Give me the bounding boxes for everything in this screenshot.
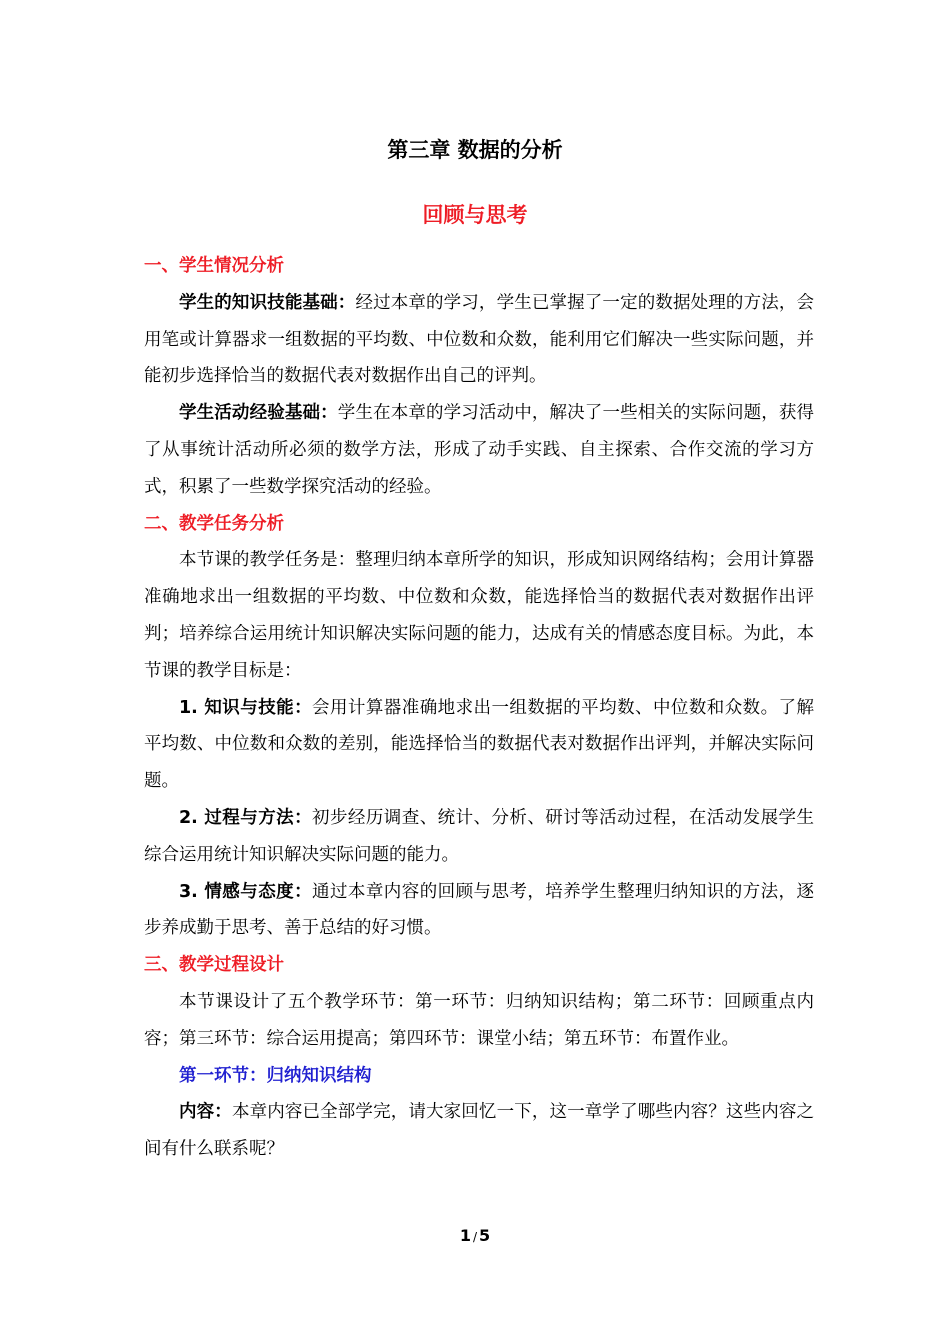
goal-text: 初步经历调查、统计、分析、研讨等活动过程，在活动发展学生综合运用统计知识解决实际问题的能力。: [144, 807, 815, 865]
paragraph-process-intro: 本节课设计了五个教学环节：第一环节：归纳知识结构；第二环节：回顾重点内容；第三环节：综合运用提高；第四环节：课堂小结；第五环节：布置作业。: [144, 991, 814, 1049]
page-number: [0, 1226, 950, 1245]
step-heading-first: 第一环节：归纳知识结构: [179, 1065, 372, 1086]
paragraph-knowledge-basis: [144, 285, 814, 395]
goal-label: 3. 情感与态度：: [179, 881, 313, 902]
total-pages: 5: [479, 1226, 491, 1245]
current-page: 1: [459, 1226, 471, 1245]
page-separator: /: [472, 1230, 478, 1244]
paragraph-text: 经过本章的学习，学生已掌握了一定的数据处理的方法，会用笔或计算器求一组数据的平均数、中位数和众数，能利用它们解决一些实际问题，并能初步选择恰当的数据代表对数据作出自己的评判。: [144, 292, 815, 387]
goal-text: 通过本章内容的回顾与思考，培养学生整理归纳知识的方法，逐步养成勤于思考、善于总结的好习惯。: [144, 881, 815, 939]
section-heading-process-design: 三、教学过程设计: [144, 955, 284, 976]
chapter-title: 第三章 数据的分析: [387, 138, 563, 162]
paragraph-step-content: [144, 1094, 814, 1168]
goal-knowledge-skills: [144, 690, 814, 800]
paragraph-task-intro: 本节课的教学任务是：整理归纳本章所学的知识，形成知识网络结构；会用计算器准确地求出一组数据的平均数、中位数和众数，能选择恰当的数据代表对数据作出评判；培养综合运用统计知识解决实际问题的能力，达成有关的情感态度目标。为此，本节课的教学目标是：: [144, 550, 814, 681]
content-text: 本章内容已全部学完，请大家回忆一下，这一章学了哪些内容？这些内容之间有什么联系呢？: [144, 1102, 815, 1160]
paragraph-activity-basis: [144, 395, 814, 505]
goal-label: 1. 知识与技能：: [179, 697, 313, 718]
paragraph-text: 学生在本章的学习活动中，解决了一些相关的实际问题，获得了从事统计活动所必须的数学方法，形成了动手实践、自主探索、合作交流的学习方式，积累了一些数学探究活动的经验。: [144, 403, 815, 497]
lesson-title: 回顾与思考: [422, 203, 528, 227]
paragraph-label: 学生活动经验基础：: [179, 403, 338, 424]
document-body: [144, 248, 814, 1168]
goal-process-methods: [144, 800, 814, 874]
goal-emotion-attitude: [144, 874, 814, 948]
goal-text: 会用计算器准确地求出一组数据的平均数、中位数和众数。了解平均数、中位数和众数的差别，能选择恰当的数据代表对数据作出评判，并解决实际问题。: [144, 697, 815, 792]
section-heading-student-analysis: 一、学生情况分析: [144, 256, 284, 276]
section-heading-task-analysis: 二、教学任务分析: [144, 513, 284, 534]
goal-label: 2. 过程与方法：: [179, 807, 313, 828]
content-label: 内容：: [179, 1102, 232, 1123]
paragraph-label: 学生的知识技能基础：: [179, 292, 356, 313]
